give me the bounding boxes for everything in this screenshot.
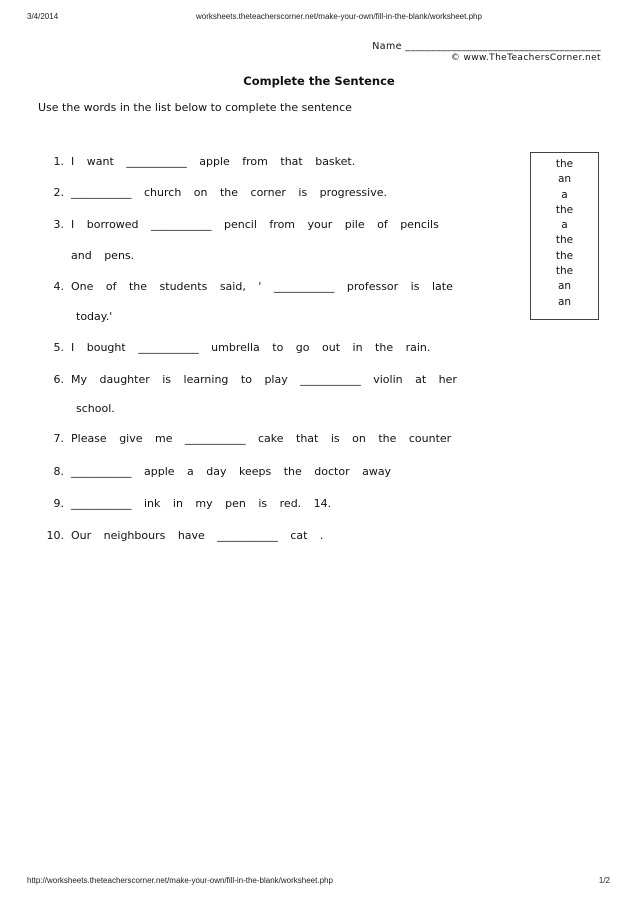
question-number: 1. <box>53 155 64 168</box>
question-item <box>32 155 355 168</box>
question-number: 7. <box>53 432 64 445</box>
question-text: One of the students said, ' ___________ professor is late <box>71 280 453 293</box>
question-text: My daughter is learning to play ___________ violin at her <box>71 373 457 386</box>
question-item <box>32 465 391 478</box>
question-number: 5. <box>53 341 64 354</box>
print-footer-url: http://worksheets.theteacherscorner.net/make-your-own/fill-in-the-blank/worksheet.php <box>27 876 333 885</box>
question-item <box>32 280 453 293</box>
question-item <box>32 529 323 542</box>
question-text: Our neighbours have ___________ cat . <box>71 529 324 542</box>
word-bank-item: a <box>561 219 568 232</box>
question-text: ___________ apple a day keeps the doctor away <box>71 465 392 478</box>
word-bank-item: the <box>555 234 574 247</box>
question-text: ___________ ink in my pen is red. 14. <box>71 497 332 510</box>
question-number: 8. <box>53 465 64 478</box>
question-continuation: and pens. <box>71 249 135 262</box>
question-continuation: school. <box>76 402 115 415</box>
question-text: Please give me ___________ cake that is on the counter <box>71 432 452 445</box>
word-bank-item: the <box>555 158 574 170</box>
word-bank-item: an <box>557 173 572 186</box>
word-bank <box>530 152 599 320</box>
question-item <box>32 341 430 354</box>
question-item <box>32 218 439 231</box>
question-item <box>32 497 331 510</box>
name-line: Name ______________________________________ <box>372 41 601 52</box>
word-bank-item: a <box>561 188 568 201</box>
question-continuation: today.' <box>76 310 113 323</box>
question-item <box>32 373 457 386</box>
question-number: 9. <box>53 497 64 510</box>
page-number: 1/2 <box>598 876 610 885</box>
question-text: I want ___________ apple from that basket. <box>71 155 356 168</box>
question-number: 4. <box>53 280 64 293</box>
instructions: Use the words in the list below to complete the sentence <box>38 101 352 114</box>
question-number: 6. <box>53 373 64 386</box>
question-number: 2. <box>53 186 64 199</box>
question-item <box>32 186 387 199</box>
word-bank-item: the <box>555 249 574 262</box>
print-date: 3/4/2014 <box>27 12 59 21</box>
print-header-url: worksheets.theteacherscorner.net/make-your-own/fill-in-the-blank/worksheet.php <box>196 12 482 21</box>
word-bank-item: an <box>557 280 572 293</box>
word-bank-item: the <box>555 265 574 278</box>
word-bank-item: the <box>555 203 574 216</box>
copyright-notice: © www.TheTeachersCorner.net <box>450 53 601 63</box>
word-bank-item: an <box>557 295 572 308</box>
question-item <box>32 432 451 445</box>
question-number: 10. <box>46 529 64 542</box>
question-text: I borrowed ___________ pencil from your pile of pencils <box>71 218 439 231</box>
question-number: 3. <box>53 218 64 231</box>
worksheet-title: Complete the Sentence <box>243 74 395 88</box>
question-text: I bought ___________ umbrella to go out in the rain. <box>71 341 431 354</box>
question-text: ___________ church on the corner is progressive. <box>71 186 387 199</box>
